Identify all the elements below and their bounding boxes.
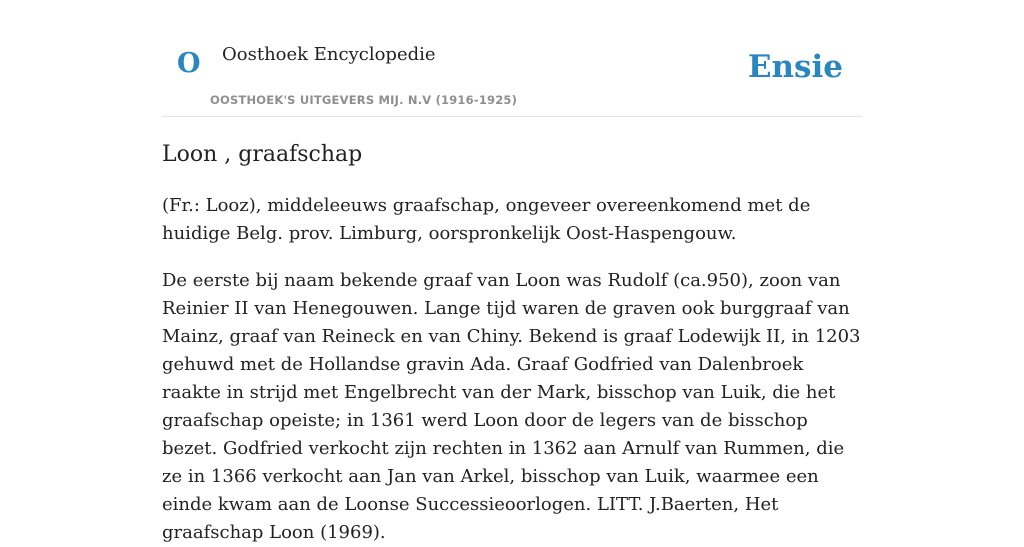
- page: [162, 0, 862, 543]
- site-header: [162, 0, 862, 117]
- book-title-link[interactable]: Oosthoek Encyclopedie: [222, 44, 436, 65]
- article-paragraph: (Fr.: Looz), middeleeuws graafschap, ongeveer overeenkomend met de huidige Belg. prov. Limburg, oorspronkelijk Oost-Haspengouw.: [162, 195, 811, 244]
- article-paragraph: De eerste bij naam bekende graaf van Loon was Rudolf (ca.950), zoon van Reinier II van Henegouwen. Lange tijd waren de graven ook burggraaf van Mainz, graaf van Reineck en van Chiny. Bekend is graaf Lodewijk II, in 1203 gehuwd met de Hollandse gravin Ada. Graaf Godfried van Dalenbroek raakte in strijd met Engelbrecht van der Mark, bisschop van Luik, die het graafschap opeiste; in 1361 werd Loon door de legers van de bisschop bezet. Godfried verkocht zijn rechten in 1362 aan Arnulf van Rummen, die ze in 1366 verkocht aan Jan van Arkel, bisschop van Luik, waarmee een einde kwam aan de Loonse Successieoorlogen. LITT. J.Baerten, Het graafschap Loon (1969).: [162, 270, 861, 543]
- publisher-label: OOSTHOEK'S UITGEVERS MIJ. N.V (1916-1925): [210, 93, 518, 107]
- article-title: Loon , graafschap: [162, 142, 363, 167]
- book-logo[interactable]: O: [177, 48, 201, 79]
- ensie-brand-link[interactable]: Ensie: [747, 49, 843, 85]
